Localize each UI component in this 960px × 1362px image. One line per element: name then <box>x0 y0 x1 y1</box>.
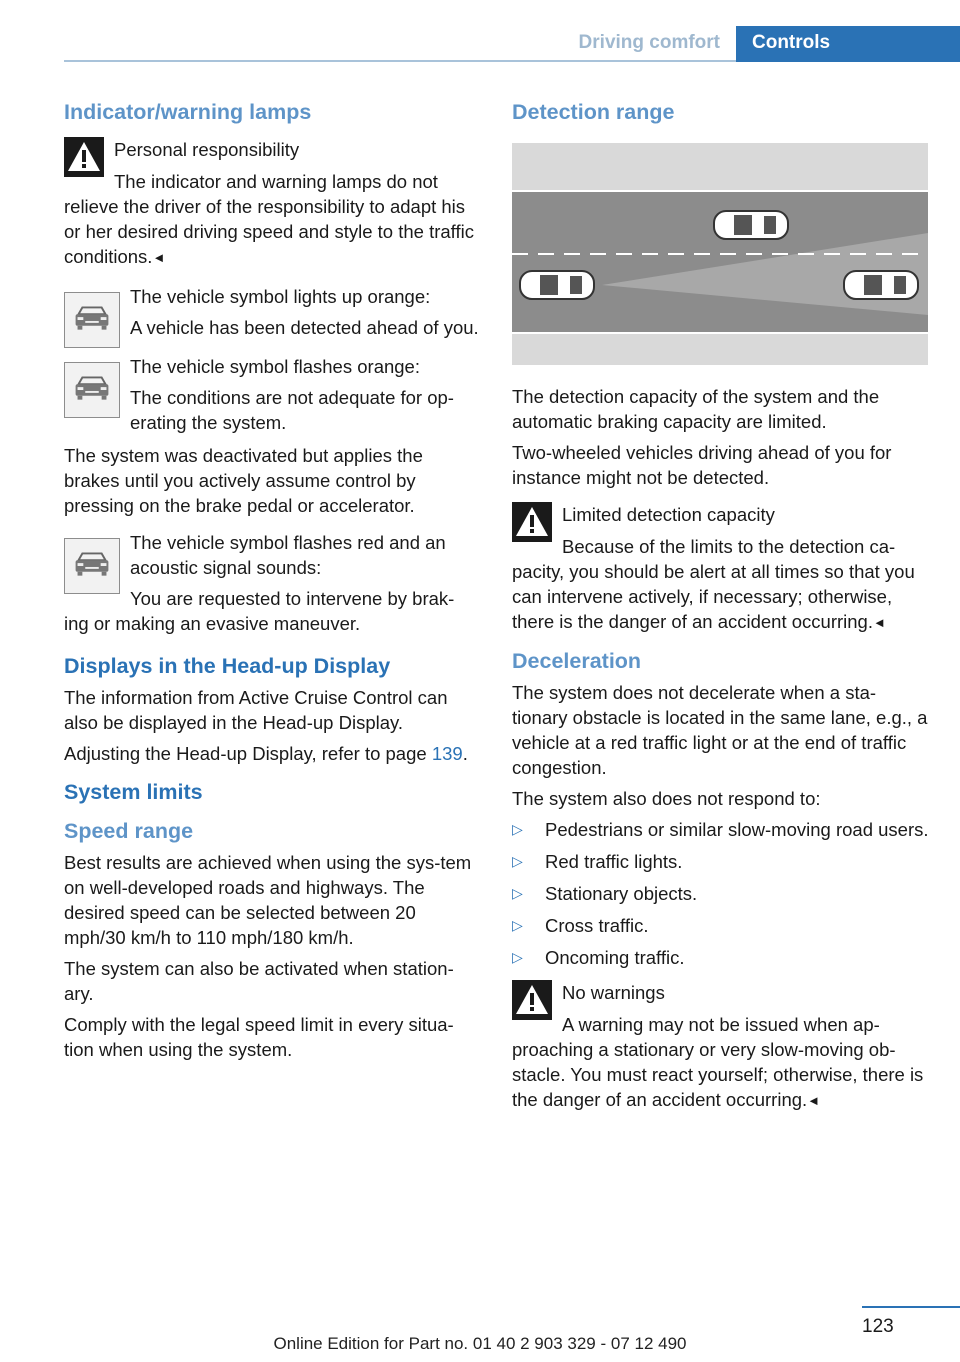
symbol-2-line-1: The vehicle symbol flashes orange: <box>130 356 420 377</box>
paragraph-deceleration-1: The system does not decelerate when a sta-tionary obstacle is located in the same lane, e.g., a vehicle at a red traffic light or at the end of traffic congestion. <box>512 682 928 778</box>
warning-body: proaching a stationary or very slow-moving ob-stacle. You must react yourself; otherwise, there is the danger of an accident occurring.◄ <box>512 1039 924 1110</box>
paragraph-deactivated: The system was deactivated but applies the brakes until you actively assume control by pressing on the brake pedal or accelerator. <box>64 445 423 516</box>
page-number: 123 <box>862 1316 894 1337</box>
not-respond-list <box>512 817 930 970</box>
heading-deceleration: Deceleration <box>512 649 642 673</box>
header-section-title: Driving comfort <box>578 32 720 53</box>
warning-line-1: Because of the limits to the detection ca- <box>562 536 896 557</box>
heading-indicator-lamps: Indicator/warning lamps <box>64 100 312 124</box>
paragraph-detection-2: Two-wheeled vehicles driving ahead of you for instance might not be detected. <box>512 442 892 488</box>
triangle-bullet-icon: ▷ <box>512 917 523 933</box>
end-mark-icon: ◄ <box>872 615 886 630</box>
paragraph-hud-info: The information from Active Cruise Control can also be displayed in the Head-up Display. <box>64 687 448 733</box>
warning-no-warnings <box>512 980 930 1113</box>
list-item: ▷ Cross traffic. <box>512 915 649 936</box>
heading-head-up-display: Displays in the Head-up Display <box>64 654 391 678</box>
list-item: ▷ Stationary objects. <box>512 883 698 904</box>
end-mark-icon: ◄ <box>152 250 166 265</box>
symbol-1-line-2: A vehicle has been detected ahead of you. <box>130 317 479 338</box>
heading-detection-range: Detection range <box>512 100 675 124</box>
warning-title: No warnings <box>562 982 665 1003</box>
symbol-1-line-1: The vehicle symbol lights up orange: <box>130 286 431 307</box>
header-chapter-tab: Controls <box>736 26 960 62</box>
right-column <box>512 100 930 1127</box>
triangle-bullet-icon: ▷ <box>512 853 523 869</box>
triangle-bullet-icon: ▷ <box>512 821 523 837</box>
warning-triangle-icon <box>64 137 104 177</box>
heading-system-limits: System limits <box>64 780 203 804</box>
warning-line-1: A warning may not be issued when ap- <box>562 1014 880 1035</box>
symbol-3-line-1: The vehicle symbol flashes red and an acoustic signal sounds: <box>130 532 446 578</box>
vehicle-ahead-icon <box>64 538 120 594</box>
warning-title: Personal responsibility <box>114 139 300 160</box>
warning-body: pacity, you should be alert at all times so that you can intervene actively, if necessary; otherwise, there is the danger of an accident occurring.◄ <box>512 561 915 632</box>
symbol-row-orange-flash <box>64 354 482 435</box>
vehicle-ahead-icon <box>64 292 120 348</box>
list-item: ▷ Red traffic lights. <box>512 851 683 872</box>
heading-speed-range: Speed range <box>64 819 194 843</box>
footer-edition: Online Edition for Part no. 01 40 2 903 329 - 07 12 490 <box>273 1334 687 1353</box>
paragraph-speed-2: The system can also be activated when station-ary. <box>64 958 454 1004</box>
paragraph-deceleration-2: The system also does not respond to: <box>512 788 821 809</box>
warning-personal-responsibility <box>64 137 482 270</box>
list-item: ▷ Pedestrians or similar slow-moving road users. <box>512 819 929 840</box>
symbol-row-orange-lit <box>64 284 482 342</box>
car-top-icon <box>844 271 918 299</box>
warning-triangle-icon <box>512 502 552 542</box>
warning-body: relieve the driver of the responsibility to adapt his or her desired driving speed and style to the traffic conditions.◄ <box>64 196 474 267</box>
symbol-3-line-2: You are requested to intervene by brak- <box>130 588 455 609</box>
triangle-bullet-icon: ▷ <box>512 885 523 901</box>
paragraph-speed-3: Comply with the legal speed limit in every situa-tion when using the system. <box>64 1014 454 1060</box>
warning-line-1: The indicator and warning lamps do not <box>114 171 438 192</box>
symbol-3-continuation: ing or making an evasive maneuver. <box>64 613 361 634</box>
paragraph-detection-1: The detection capacity of the system and the automatic braking capacity are limited. <box>512 386 880 432</box>
footer-rule <box>862 1306 960 1308</box>
detection-range-illustration <box>512 143 928 365</box>
paragraph-hud-reference: Adjusting the Head-up Display, refer to page 139. <box>64 743 468 764</box>
warning-limited-detection <box>512 502 930 635</box>
left-column <box>64 100 482 1068</box>
warning-title: Limited detection capacity <box>562 504 775 525</box>
car-top-icon <box>520 271 594 299</box>
triangle-bullet-icon: ▷ <box>512 949 523 965</box>
vehicle-ahead-icon <box>64 362 120 418</box>
symbol-row-red-flash <box>64 530 482 611</box>
car-top-icon <box>714 211 788 239</box>
end-mark-icon: ◄ <box>807 1093 821 1108</box>
page-reference-link[interactable]: 139 <box>431 743 463 764</box>
symbol-2-line-2: The conditions are not adequate for op-erating the system. <box>130 387 454 433</box>
list-item: ▷ Oncoming traffic. <box>512 947 685 968</box>
warning-triangle-icon <box>512 980 552 1020</box>
paragraph-speed-1: Best results are achieved when using the sys-tem on well-developed roads and highways. The desired speed can be selected between 20 mph/30 km/h to 110 mph/180 km/h. <box>64 852 472 948</box>
